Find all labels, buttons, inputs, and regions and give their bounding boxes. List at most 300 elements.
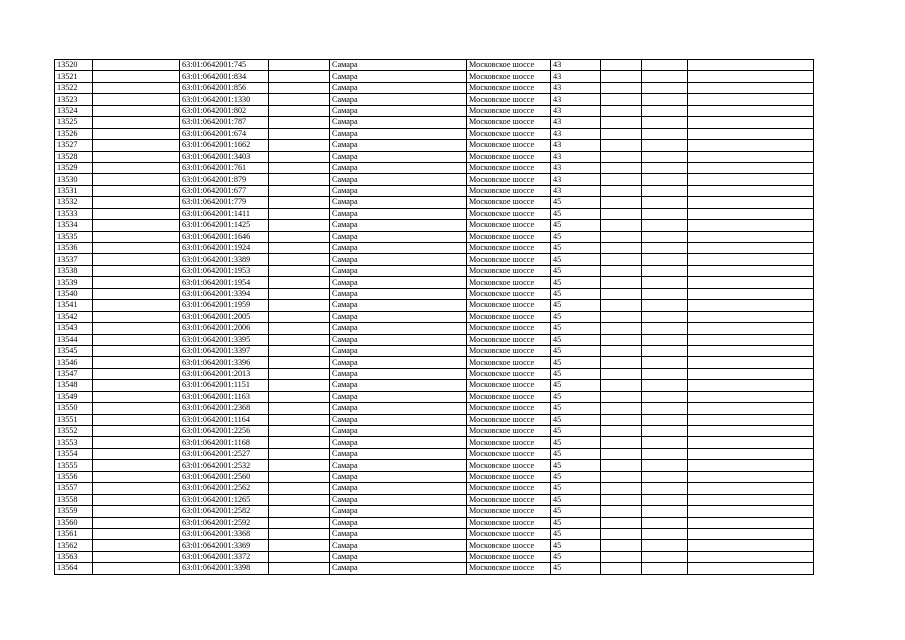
cell-city: Самара (330, 414, 467, 425)
table-row (55, 345, 814, 356)
cell-blank-col-8 (601, 300, 642, 311)
cell-blank-col-4 (269, 517, 330, 528)
cell-blank-col-4 (269, 243, 330, 254)
cell-cadastral-number: 63:01:0642001:3368 (180, 528, 269, 539)
cell-record-number: 13559 (55, 506, 93, 517)
cell-record-number: 13534 (55, 220, 93, 231)
cell-house-number: 43 (551, 185, 601, 196)
cell-city: Самара (330, 197, 467, 208)
cell-blank-col-4 (269, 94, 330, 105)
cell-blank-col-8 (601, 563, 642, 574)
cell-blank-col-10 (688, 506, 814, 517)
cell-blank-col-9 (642, 311, 688, 322)
cell-house-number: 45 (551, 311, 601, 322)
cell-blank-col-9 (642, 265, 688, 276)
cell-blank-col-9 (642, 506, 688, 517)
cell-street: Московское шоссе (467, 243, 551, 254)
table-row (55, 334, 814, 345)
cell-street: Московское шоссе (467, 185, 551, 196)
cell-cadastral-number: 63:01:0642001:2560 (180, 471, 269, 482)
cell-blank-col-8 (601, 231, 642, 242)
table-row (55, 128, 814, 139)
cell-blank-col-10 (688, 94, 814, 105)
cell-blank-col-9 (642, 345, 688, 356)
cell-blank-col-4 (269, 151, 330, 162)
cell-blank-col-9 (642, 528, 688, 539)
cell-blank-col-9 (642, 368, 688, 379)
cell-street: Московское шоссе (467, 403, 551, 414)
cell-city: Самара (330, 162, 467, 173)
cell-blank-col-2 (93, 391, 180, 402)
cell-blank-col-10 (688, 380, 814, 391)
cell-city: Самара (330, 311, 467, 322)
cell-blank-col-2 (93, 94, 180, 105)
cell-record-number: 13529 (55, 162, 93, 173)
cell-blank-col-9 (642, 494, 688, 505)
cell-blank-col-4 (269, 357, 330, 368)
cell-record-number: 13562 (55, 540, 93, 551)
cell-street: Московское шоссе (467, 323, 551, 334)
table-row (55, 82, 814, 93)
cell-blank-col-2 (93, 174, 180, 185)
cell-cadastral-number: 63:01:0642001:3397 (180, 345, 269, 356)
cell-street: Московское шоссе (467, 540, 551, 551)
cell-blank-col-9 (642, 357, 688, 368)
cell-blank-col-8 (601, 60, 642, 71)
cell-house-number: 43 (551, 128, 601, 139)
cell-house-number: 45 (551, 551, 601, 562)
cell-blank-col-8 (601, 243, 642, 254)
cell-city: Самара (330, 94, 467, 105)
cell-blank-col-2 (93, 151, 180, 162)
cell-record-number: 13545 (55, 345, 93, 356)
cell-blank-col-9 (642, 288, 688, 299)
table-row (55, 563, 814, 574)
cell-street: Московское шоссе (467, 528, 551, 539)
cell-blank-col-10 (688, 391, 814, 402)
cell-street: Московское шоссе (467, 368, 551, 379)
cell-city: Самара (330, 208, 467, 219)
table-row (55, 311, 814, 322)
cell-city: Самара (330, 528, 467, 539)
cell-blank-col-4 (269, 185, 330, 196)
cell-blank-col-4 (269, 105, 330, 116)
cell-house-number: 45 (551, 391, 601, 402)
cell-blank-col-8 (601, 288, 642, 299)
cell-blank-col-9 (642, 185, 688, 196)
table-row (55, 162, 814, 173)
cell-house-number: 45 (551, 426, 601, 437)
cell-blank-col-2 (93, 345, 180, 356)
cell-blank-col-8 (601, 128, 642, 139)
table-row (55, 71, 814, 82)
table-row (55, 197, 814, 208)
cell-house-number: 43 (551, 162, 601, 173)
cell-blank-col-2 (93, 323, 180, 334)
cell-street: Московское шоссе (467, 254, 551, 265)
cell-blank-col-2 (93, 357, 180, 368)
cell-blank-col-10 (688, 220, 814, 231)
cell-city: Самара (330, 471, 467, 482)
cell-blank-col-2 (93, 197, 180, 208)
cell-blank-col-8 (601, 71, 642, 82)
cell-city: Самара (330, 391, 467, 402)
cell-city: Самара (330, 254, 467, 265)
cell-house-number: 43 (551, 105, 601, 116)
cell-city: Самара (330, 71, 467, 82)
cell-cadastral-number: 63:01:0642001:2527 (180, 448, 269, 459)
cell-blank-col-9 (642, 71, 688, 82)
cell-blank-col-4 (269, 277, 330, 288)
cell-blank-col-10 (688, 323, 814, 334)
cell-blank-col-8 (601, 140, 642, 151)
cell-record-number: 13553 (55, 437, 93, 448)
cell-blank-col-8 (601, 185, 642, 196)
cell-house-number: 45 (551, 265, 601, 276)
cell-record-number: 13541 (55, 300, 93, 311)
cell-blank-col-4 (269, 483, 330, 494)
table-row (55, 323, 814, 334)
cell-cadastral-number: 63:01:0642001:1151 (180, 380, 269, 391)
cell-blank-col-9 (642, 551, 688, 562)
cell-blank-col-8 (601, 460, 642, 471)
cell-cadastral-number: 63:01:0642001:2592 (180, 517, 269, 528)
cell-blank-col-4 (269, 117, 330, 128)
cell-blank-col-8 (601, 414, 642, 425)
cell-blank-col-4 (269, 231, 330, 242)
cell-record-number: 13520 (55, 60, 93, 71)
cell-blank-col-10 (688, 71, 814, 82)
cell-blank-col-9 (642, 208, 688, 219)
cell-street: Московское шоссе (467, 380, 551, 391)
table-row (55, 277, 814, 288)
cell-blank-col-4 (269, 471, 330, 482)
cell-blank-col-2 (93, 60, 180, 71)
cell-blank-col-10 (688, 185, 814, 196)
cell-blank-col-8 (601, 494, 642, 505)
cell-city: Самара (330, 265, 467, 276)
cell-blank-col-4 (269, 208, 330, 219)
cell-blank-col-9 (642, 437, 688, 448)
cell-record-number: 13554 (55, 448, 93, 459)
cell-city: Самара (330, 105, 467, 116)
cell-blank-col-9 (642, 117, 688, 128)
cell-cadastral-number: 63:01:0642001:1953 (180, 265, 269, 276)
cell-blank-col-8 (601, 82, 642, 93)
cell-blank-col-10 (688, 117, 814, 128)
cell-cadastral-number: 63:01:0642001:802 (180, 105, 269, 116)
cell-house-number: 45 (551, 448, 601, 459)
cell-blank-col-8 (601, 208, 642, 219)
cell-record-number: 13538 (55, 265, 93, 276)
cell-blank-col-9 (642, 162, 688, 173)
cell-blank-col-8 (601, 380, 642, 391)
cell-blank-col-9 (642, 151, 688, 162)
table-row (55, 288, 814, 299)
cell-city: Самара (330, 437, 467, 448)
cell-record-number: 13531 (55, 185, 93, 196)
table-row (55, 517, 814, 528)
cell-city: Самара (330, 220, 467, 231)
cell-street: Московское шоссе (467, 345, 551, 356)
cell-city: Самара (330, 551, 467, 562)
cell-street: Московское шоссе (467, 460, 551, 471)
cell-record-number: 13543 (55, 323, 93, 334)
cell-city: Самара (330, 300, 467, 311)
cell-city: Самара (330, 563, 467, 574)
cell-cadastral-number: 63:01:0642001:779 (180, 197, 269, 208)
cell-blank-col-9 (642, 82, 688, 93)
table-row (55, 426, 814, 437)
cell-blank-col-10 (688, 300, 814, 311)
cell-cadastral-number: 63:01:0642001:761 (180, 162, 269, 173)
table-row (55, 437, 814, 448)
cell-blank-col-4 (269, 265, 330, 276)
cell-blank-col-10 (688, 208, 814, 219)
cell-blank-col-8 (601, 551, 642, 562)
cell-blank-col-9 (642, 174, 688, 185)
cell-blank-col-4 (269, 368, 330, 379)
cell-blank-col-10 (688, 517, 814, 528)
cell-record-number: 13521 (55, 71, 93, 82)
cell-blank-col-4 (269, 128, 330, 139)
cell-blank-col-2 (93, 460, 180, 471)
cell-house-number: 45 (551, 254, 601, 265)
cell-city: Самара (330, 357, 467, 368)
table-row (55, 403, 814, 414)
cell-city: Самара (330, 368, 467, 379)
cell-street: Московское шоссе (467, 551, 551, 562)
cell-record-number: 13532 (55, 197, 93, 208)
cell-blank-col-2 (93, 162, 180, 173)
cell-cadastral-number: 63:01:0642001:2013 (180, 368, 269, 379)
cell-blank-col-10 (688, 471, 814, 482)
cell-record-number: 13523 (55, 94, 93, 105)
cell-blank-col-10 (688, 60, 814, 71)
cell-blank-col-2 (93, 426, 180, 437)
cell-blank-col-9 (642, 128, 688, 139)
cell-blank-col-10 (688, 277, 814, 288)
cell-house-number: 43 (551, 60, 601, 71)
cell-blank-col-9 (642, 448, 688, 459)
cell-record-number: 13563 (55, 551, 93, 562)
cell-city: Самара (330, 288, 467, 299)
cell-record-number: 13560 (55, 517, 93, 528)
cell-street: Московское шоссе (467, 265, 551, 276)
cell-cadastral-number: 63:01:0642001:1954 (180, 277, 269, 288)
cell-blank-col-9 (642, 391, 688, 402)
cell-record-number: 13524 (55, 105, 93, 116)
cell-cadastral-number: 63:01:0642001:2562 (180, 483, 269, 494)
cell-blank-col-8 (601, 448, 642, 459)
cell-blank-col-10 (688, 254, 814, 265)
cell-blank-col-8 (601, 437, 642, 448)
cell-city: Самара (330, 448, 467, 459)
cell-blank-col-10 (688, 140, 814, 151)
cell-blank-col-2 (93, 300, 180, 311)
cell-record-number: 13564 (55, 563, 93, 574)
cell-blank-col-8 (601, 540, 642, 551)
cell-street: Московское шоссе (467, 197, 551, 208)
cell-blank-col-2 (93, 471, 180, 482)
cell-blank-col-10 (688, 448, 814, 459)
table-row (55, 185, 814, 196)
cell-street: Московское шоссе (467, 448, 551, 459)
cell-blank-col-8 (601, 506, 642, 517)
cell-blank-col-4 (269, 71, 330, 82)
cell-city: Самара (330, 460, 467, 471)
cell-street: Московское шоссе (467, 334, 551, 345)
cell-cadastral-number: 63:01:0642001:879 (180, 174, 269, 185)
cell-cadastral-number: 63:01:0642001:834 (180, 71, 269, 82)
cell-blank-col-10 (688, 128, 814, 139)
cell-street: Московское шоссе (467, 471, 551, 482)
cell-blank-col-2 (93, 414, 180, 425)
cell-blank-col-10 (688, 483, 814, 494)
cell-record-number: 13525 (55, 117, 93, 128)
cell-blank-col-8 (601, 277, 642, 288)
cell-cadastral-number: 63:01:0642001:3369 (180, 540, 269, 551)
cell-street: Московское шоссе (467, 494, 551, 505)
cell-blank-col-9 (642, 277, 688, 288)
cell-city: Самара (330, 60, 467, 71)
cell-city: Самара (330, 345, 467, 356)
cell-street: Московское шоссе (467, 71, 551, 82)
cell-city: Самара (330, 277, 467, 288)
cell-blank-col-9 (642, 220, 688, 231)
cell-cadastral-number: 63:01:0642001:1959 (180, 300, 269, 311)
cell-cadastral-number: 63:01:0642001:3395 (180, 334, 269, 345)
cell-blank-col-8 (601, 162, 642, 173)
cell-blank-col-2 (93, 231, 180, 242)
cell-house-number: 45 (551, 357, 601, 368)
cell-blank-col-9 (642, 254, 688, 265)
cell-blank-col-10 (688, 460, 814, 471)
cell-blank-col-2 (93, 483, 180, 494)
table-row (55, 506, 814, 517)
cell-house-number: 45 (551, 323, 601, 334)
cell-blank-col-2 (93, 277, 180, 288)
cell-record-number: 13530 (55, 174, 93, 185)
cell-blank-col-10 (688, 334, 814, 345)
cell-cadastral-number: 63:01:0642001:1330 (180, 94, 269, 105)
cell-city: Самара (330, 82, 467, 93)
cell-record-number: 13540 (55, 288, 93, 299)
cell-blank-col-2 (93, 448, 180, 459)
cell-blank-col-8 (601, 368, 642, 379)
cell-record-number: 13555 (55, 460, 93, 471)
cell-blank-col-4 (269, 460, 330, 471)
cell-blank-col-8 (601, 174, 642, 185)
table-row (55, 300, 814, 311)
cell-city: Самара (330, 151, 467, 162)
cell-house-number: 45 (551, 277, 601, 288)
cell-record-number: 13558 (55, 494, 93, 505)
cell-city: Самара (330, 517, 467, 528)
cell-house-number: 45 (551, 243, 601, 254)
cell-blank-col-9 (642, 197, 688, 208)
cell-city: Самара (330, 128, 467, 139)
cell-blank-col-4 (269, 414, 330, 425)
cell-house-number: 45 (551, 334, 601, 345)
cell-blank-col-10 (688, 311, 814, 322)
cell-blank-col-2 (93, 71, 180, 82)
table-row (55, 460, 814, 471)
cell-blank-col-4 (269, 345, 330, 356)
cell-house-number: 43 (551, 82, 601, 93)
cell-blank-col-9 (642, 60, 688, 71)
cell-blank-col-10 (688, 105, 814, 116)
cell-city: Самара (330, 117, 467, 128)
cell-blank-col-8 (601, 117, 642, 128)
cell-blank-col-8 (601, 265, 642, 276)
cell-blank-col-8 (601, 345, 642, 356)
cell-house-number: 43 (551, 174, 601, 185)
cell-blank-col-10 (688, 151, 814, 162)
cell-street: Московское шоссе (467, 563, 551, 574)
cell-blank-col-4 (269, 300, 330, 311)
cell-blank-col-4 (269, 311, 330, 322)
table-row (55, 540, 814, 551)
cell-house-number: 45 (551, 483, 601, 494)
cell-cadastral-number: 63:01:0642001:745 (180, 60, 269, 71)
cell-cadastral-number: 63:01:0642001:1924 (180, 243, 269, 254)
cell-house-number: 45 (551, 494, 601, 505)
cell-city: Самара (330, 483, 467, 494)
cell-blank-col-10 (688, 563, 814, 574)
cell-street: Московское шоссе (467, 140, 551, 151)
cell-blank-col-9 (642, 94, 688, 105)
cell-city: Самара (330, 174, 467, 185)
table-row (55, 151, 814, 162)
cell-blank-col-8 (601, 357, 642, 368)
cell-record-number: 13561 (55, 528, 93, 539)
cell-house-number: 43 (551, 94, 601, 105)
cell-blank-col-2 (93, 254, 180, 265)
cell-city: Самара (330, 494, 467, 505)
cell-blank-col-9 (642, 105, 688, 116)
cell-cadastral-number: 63:01:0642001:3396 (180, 357, 269, 368)
cell-house-number: 45 (551, 300, 601, 311)
cell-cadastral-number: 63:01:0642001:3398 (180, 563, 269, 574)
cell-city: Самара (330, 426, 467, 437)
cell-blank-col-8 (601, 483, 642, 494)
cell-record-number: 13548 (55, 380, 93, 391)
cell-house-number: 45 (551, 197, 601, 208)
cell-cadastral-number: 63:01:0642001:1411 (180, 208, 269, 219)
cell-record-number: 13550 (55, 403, 93, 414)
cell-blank-col-4 (269, 551, 330, 562)
table-row (55, 174, 814, 185)
cell-cadastral-number: 63:01:0642001:1163 (180, 391, 269, 402)
cell-blank-col-9 (642, 323, 688, 334)
cell-blank-col-8 (601, 403, 642, 414)
cell-cadastral-number: 63:01:0642001:2532 (180, 460, 269, 471)
cell-blank-col-8 (601, 471, 642, 482)
table-row (55, 208, 814, 219)
cell-street: Московское шоссе (467, 517, 551, 528)
cell-record-number: 13528 (55, 151, 93, 162)
cell-street: Московское шоссе (467, 128, 551, 139)
cell-cadastral-number: 63:01:0642001:2006 (180, 323, 269, 334)
cell-blank-col-2 (93, 208, 180, 219)
cell-house-number: 45 (551, 345, 601, 356)
table-row (55, 105, 814, 116)
table-row (55, 220, 814, 231)
cell-blank-col-9 (642, 540, 688, 551)
cell-cadastral-number: 63:01:0642001:1164 (180, 414, 269, 425)
table-row (55, 60, 814, 71)
